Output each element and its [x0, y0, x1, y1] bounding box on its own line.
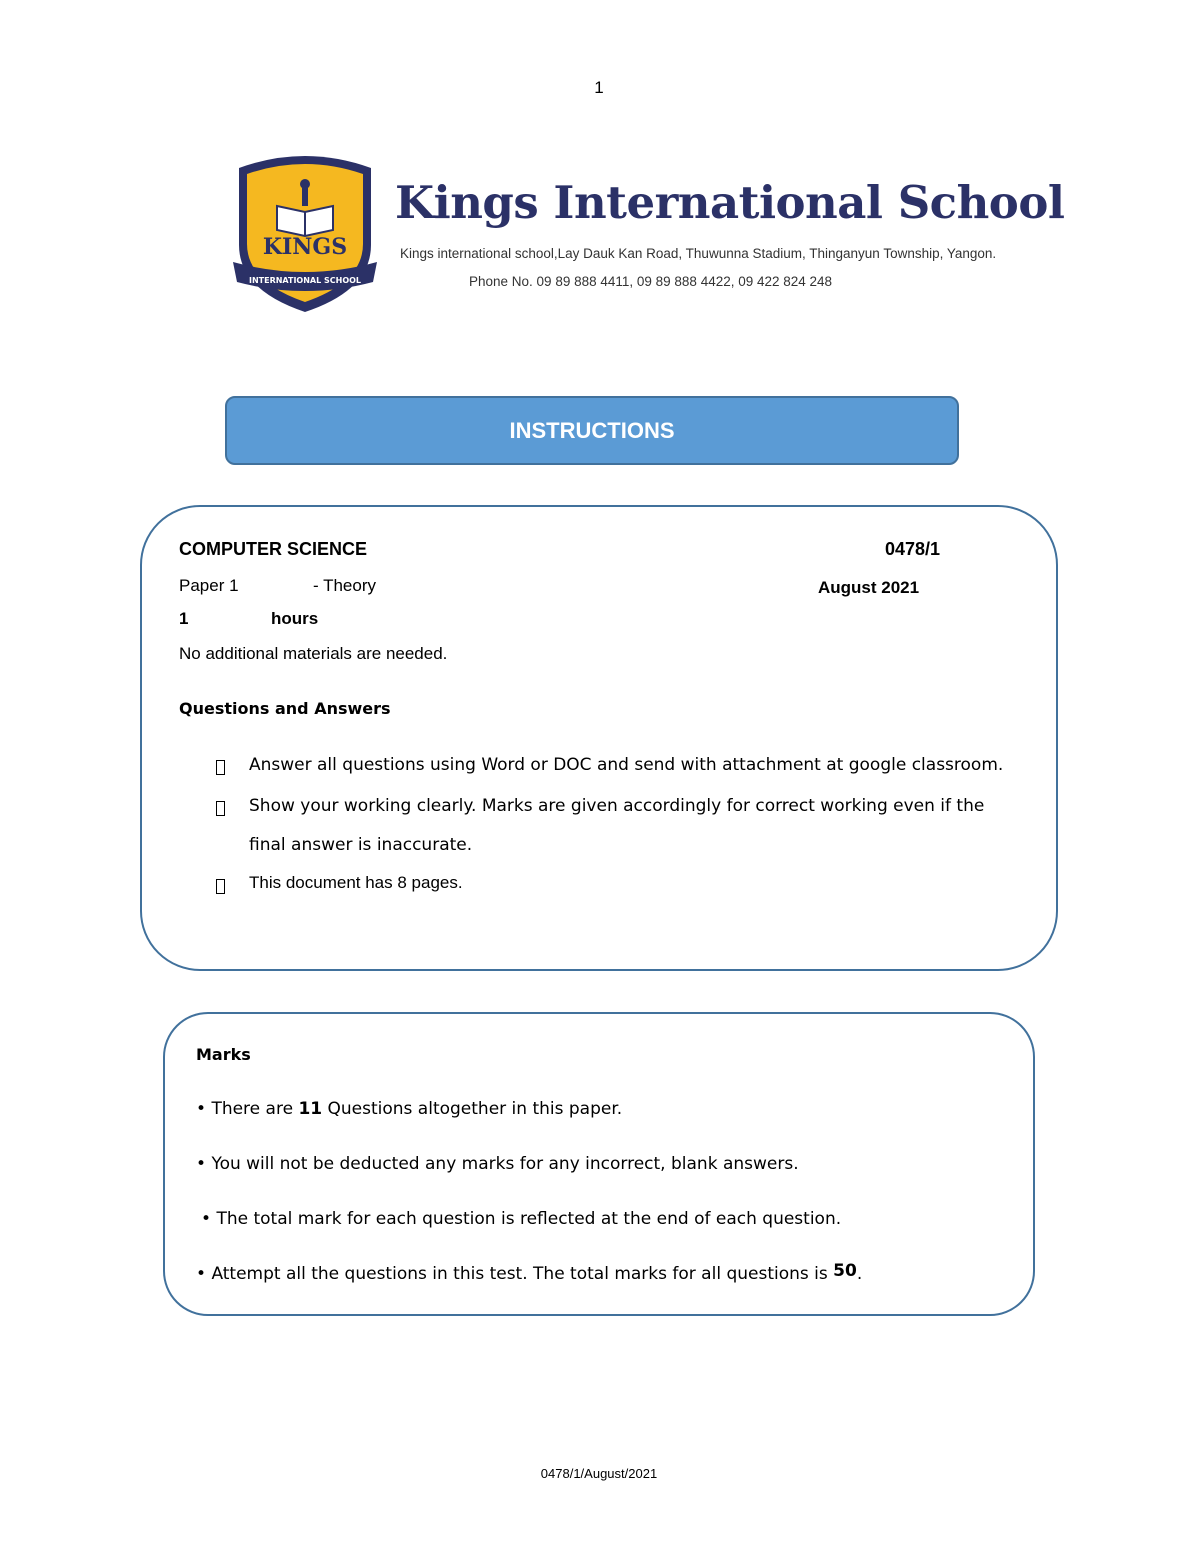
logo-ribbon-text: INTERNATIONAL SCHOOL — [248, 276, 362, 285]
instructions-label: INSTRUCTIONS — [509, 417, 675, 443]
qa-heading: Questions and Answers — [179, 699, 391, 718]
paper-type: - Theory — [313, 576, 376, 595]
duration-unit: hours — [271, 609, 319, 628]
marks-line-3: • The total mark for each question is reflected at the end of each question. — [201, 1209, 842, 1229]
instruction-bullet-3: This document has 8 pages. — [249, 873, 463, 892]
logo-word: KINGS — [262, 234, 348, 260]
duration-number: 1 — [179, 609, 189, 628]
school-address: Kings international school,Lay Dauk Kan Road, Thuwunna Stadium, Thinganyun Township, Yangon. — [400, 246, 997, 261]
school-phone: Phone No. 09 89 888 4411, 09 89 888 4422, 09 422 824 248 — [469, 274, 833, 289]
marks-line-2: • You will not be deducted any marks for any incorrect, blank answers. — [196, 1154, 799, 1174]
marks-heading: Marks — [196, 1045, 251, 1064]
materials-note: No additional materials are needed. — [179, 644, 448, 663]
school-crest-logo — [225, 150, 385, 315]
subject-title: COMPUTER SCIENCE — [179, 539, 368, 559]
bullet-box-icon — [216, 760, 225, 775]
instruction-bullet-2: Show your working clearly. Marks are given accordingly for correct working even if the — [249, 796, 985, 816]
exam-date: August 2021 — [818, 578, 920, 597]
paper-number: Paper 1 — [179, 576, 239, 595]
instruction-bullet-2-cont: final answer is inaccurate. — [249, 835, 473, 855]
bullet-box-icon — [216, 879, 225, 894]
school-header — [225, 150, 1065, 320]
instructions-banner — [225, 396, 959, 465]
marks-line-1: • There are 11 Questions altogether in this paper. — [196, 1099, 623, 1119]
school-name: Kings International School — [395, 176, 1065, 229]
page-number: 1 — [594, 78, 604, 97]
instruction-bullet-1: Answer all questions using Word or DOC and send with attachment at google classroom. — [249, 755, 1004, 775]
exam-details-box — [140, 505, 1058, 971]
marks-line-4: • Attempt all the questions in this test. The total marks for all questions is 50. — [196, 1261, 863, 1284]
paper-code: 0478/1 — [885, 539, 941, 559]
bullet-box-icon — [216, 801, 225, 816]
page-footer: 0478/1/August/2021 — [540, 1466, 658, 1481]
